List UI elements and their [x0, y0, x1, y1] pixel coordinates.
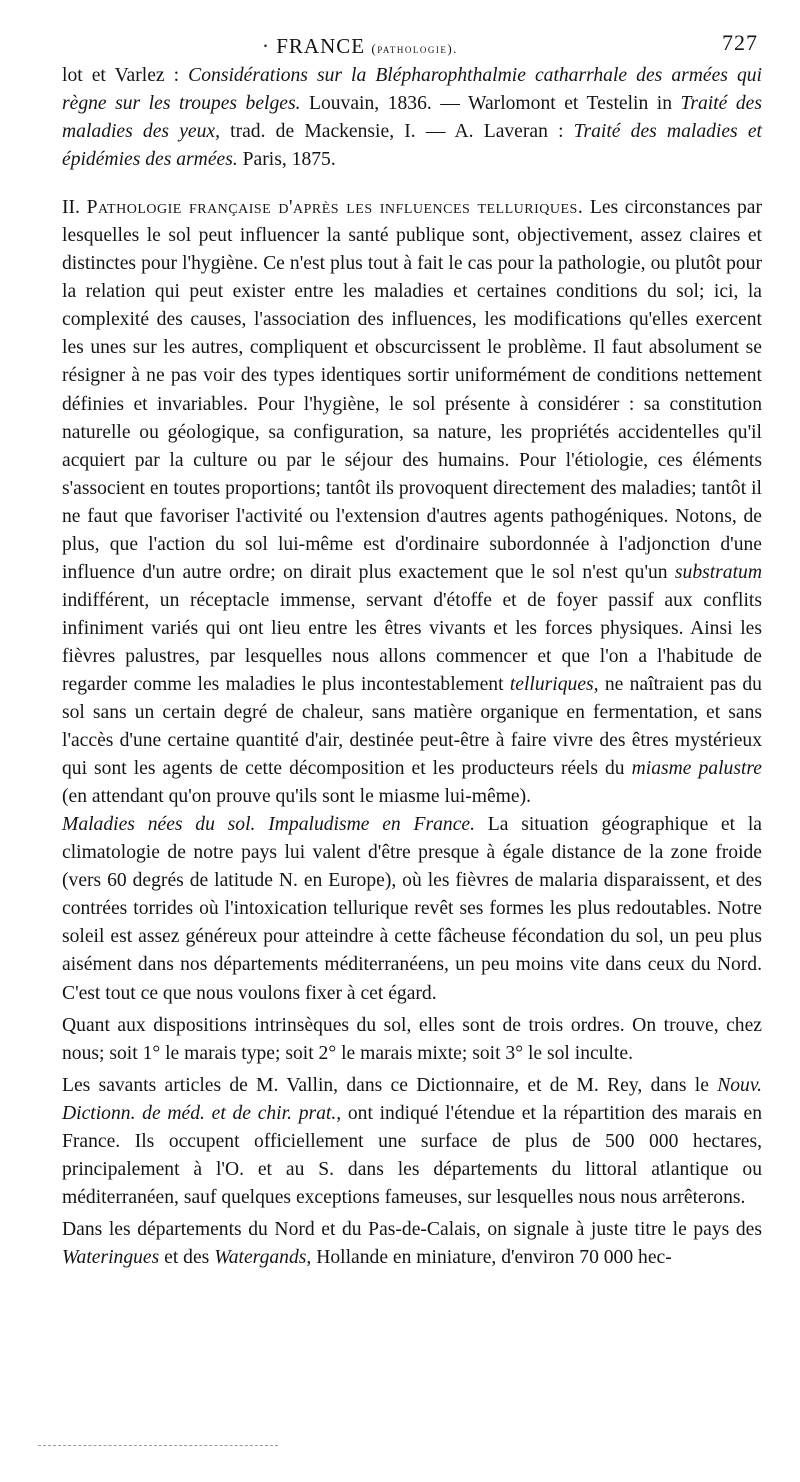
text-run: telluriques,	[509, 673, 599, 695]
text-run: La situation géographique et la climatologie de notre pays lui valent d'être presque à égale distance de la zone froide (vers 60 degrés de latitude N. en Europe), où les fièvres de malaria disparaissent, et des contrées torrides où l'intoxication tellurique revêt ses formes les plus redoutables. Notre soleil est assez généreux pour atteindre à cette fâcheuse fécondation du sol, un peu plus aisément dans nos départements méditerranéens, un peu moins vite dans ceux du Nord. C'est tout ce que nous voulons fixer à cet égard.	[62, 814, 762, 1004]
text-run: Traité des maladies et épidémies des armées.	[62, 121, 762, 171]
text-run: II.	[62, 197, 87, 219]
text-run: trad. de Mackensie, I. — A. Laveran :	[219, 121, 574, 143]
text-run: Paris, 1875.	[237, 149, 336, 171]
text-run: Quant aux dispositions intrinsèques du sol, elles sont de trois ordres. On trouve, chez nous; soit 1° le marais type; soit 2° le marais mixte; soit 3° le sol inculte.	[62, 1014, 762, 1064]
paragraph-section-ii	[62, 194, 762, 811]
text-run: Watergands,	[214, 1246, 312, 1268]
text-run: substratum	[674, 561, 762, 583]
text-run: (en attendant qu'on prouve qu'ils sont le miasme lui-même).	[62, 786, 532, 808]
text-run: ne naîtraient pas du sol sans un certain degré de chaleur, sans matière organique en fermentation, et sans l'accès d'une certaine quantité d'air, destinée peut-être à faire vivre des êtres mystérieux qui sont les agents de cette décomposition et les producteurs réels du	[62, 673, 762, 780]
page-number: 727	[722, 30, 758, 55]
running-title-main: FRANCE	[276, 34, 366, 58]
text-run: et des	[159, 1246, 215, 1268]
text-run: Traité des maladies des yeux,	[62, 93, 762, 143]
text-run: Pathologie française d'après les influences telluriques.	[86, 197, 584, 219]
text-run: Nouv. Dictionn. de méd. et de chir. prat.,	[62, 1074, 762, 1124]
text-run: Wateringues	[62, 1246, 160, 1268]
footer-rule	[38, 1445, 278, 1446]
running-header	[62, 30, 762, 60]
text-run: Louvain, 1836. — Warlomont et Testelin in	[300, 93, 681, 115]
body-text	[62, 62, 762, 1272]
text-run: miasme palustre	[631, 758, 762, 780]
text-run: Les savants articles de M. Vallin, dans ce Dictionnaire, et de M. Rey, dans le	[62, 1074, 718, 1096]
text-run: Dans les départements du Nord et du Pas-de-Calais, on signale à juste titre le pays des	[62, 1218, 762, 1240]
text-run: Les circonstances par lesquelles le sol peut influencer la santé publique sont, objectivement, assez claires et distinctes pour l'hygiène. Ce n'est plus tout à fait le cas pour la pathologie, ou plutôt pour la relation qui peut exister entre les maladies et certaines conditions du sol; ici, la complexité des causes, l'association des influences, les modifications qu'elles exercent les unes sur les autres, compliquent et obscurcissent le problème. Il faut absolument se résigner à ne pas voir des types identiques sortir uniformément de conditions nettement définies et invariables. Pour l'hygiène, le sol présente à considérer : sa constitution naturelle ou géologique, sa configuration, sa nature, les propriétés accidentelles qu'il acquiert par la culture ou par le séjour des humains. Pour l'étiologie, ces éléments s'associent en toutes proportions; tantôt ils provoquent directement des maladies; tantôt il ne faut que favoriser l'activité ou l'extension d'autres agents pathogéniques. Notons, de plus, que l'action du sol lui-même est d'ordinaire subordonnée à l'adjonction d'une influence d'un autre ordre; on dirait plus exactement que le sol n'est qu'un	[62, 197, 762, 583]
paragraph-savants-articles	[62, 1072, 762, 1212]
text-run: ont indiqué l'étendue et la répartition des marais en France. Ils occupent officiellement une surface de plus de 500 000 hectares, principalement à l'O. et au S. dans les départements du littoral atlantique ou méditerranéen, sauf quelques exceptions fameuses, sur lesquelles nous nous arrêterons.	[62, 1102, 762, 1208]
paragraph-references	[62, 62, 762, 174]
text-run: Hollande en miniature, d'environ 70 000 hec-	[311, 1246, 672, 1268]
text-run: lot et Varlez :	[62, 65, 189, 86]
paragraph-maladies-nees-du-sol	[62, 811, 762, 1007]
text-run: Maladies nées du sol. Impaludisme en France.	[62, 814, 475, 836]
running-title-sub: (pathologie).	[371, 41, 458, 56]
running-title: · FRANCE (pathologie).	[262, 34, 458, 58]
paragraph-nord-pas-de-calais	[62, 1216, 762, 1272]
text-run: Considérations sur la Blépharophthalmie catharrhale des armées qui règne sur les troupes belges.	[62, 65, 762, 115]
paragraph-dispositions	[62, 1012, 762, 1068]
text-run: indifférent, un réceptacle immense, servant d'étoffe et de foyer passif aux conflits infiniment variés qui ont lieu entre les êtres vivants et les forces physiques. Ainsi les fièvres palustres, par lesquelles nous allons commencer et que l'on a l'habitude de regarder comme les maladies le plus incontestablement	[62, 589, 762, 695]
